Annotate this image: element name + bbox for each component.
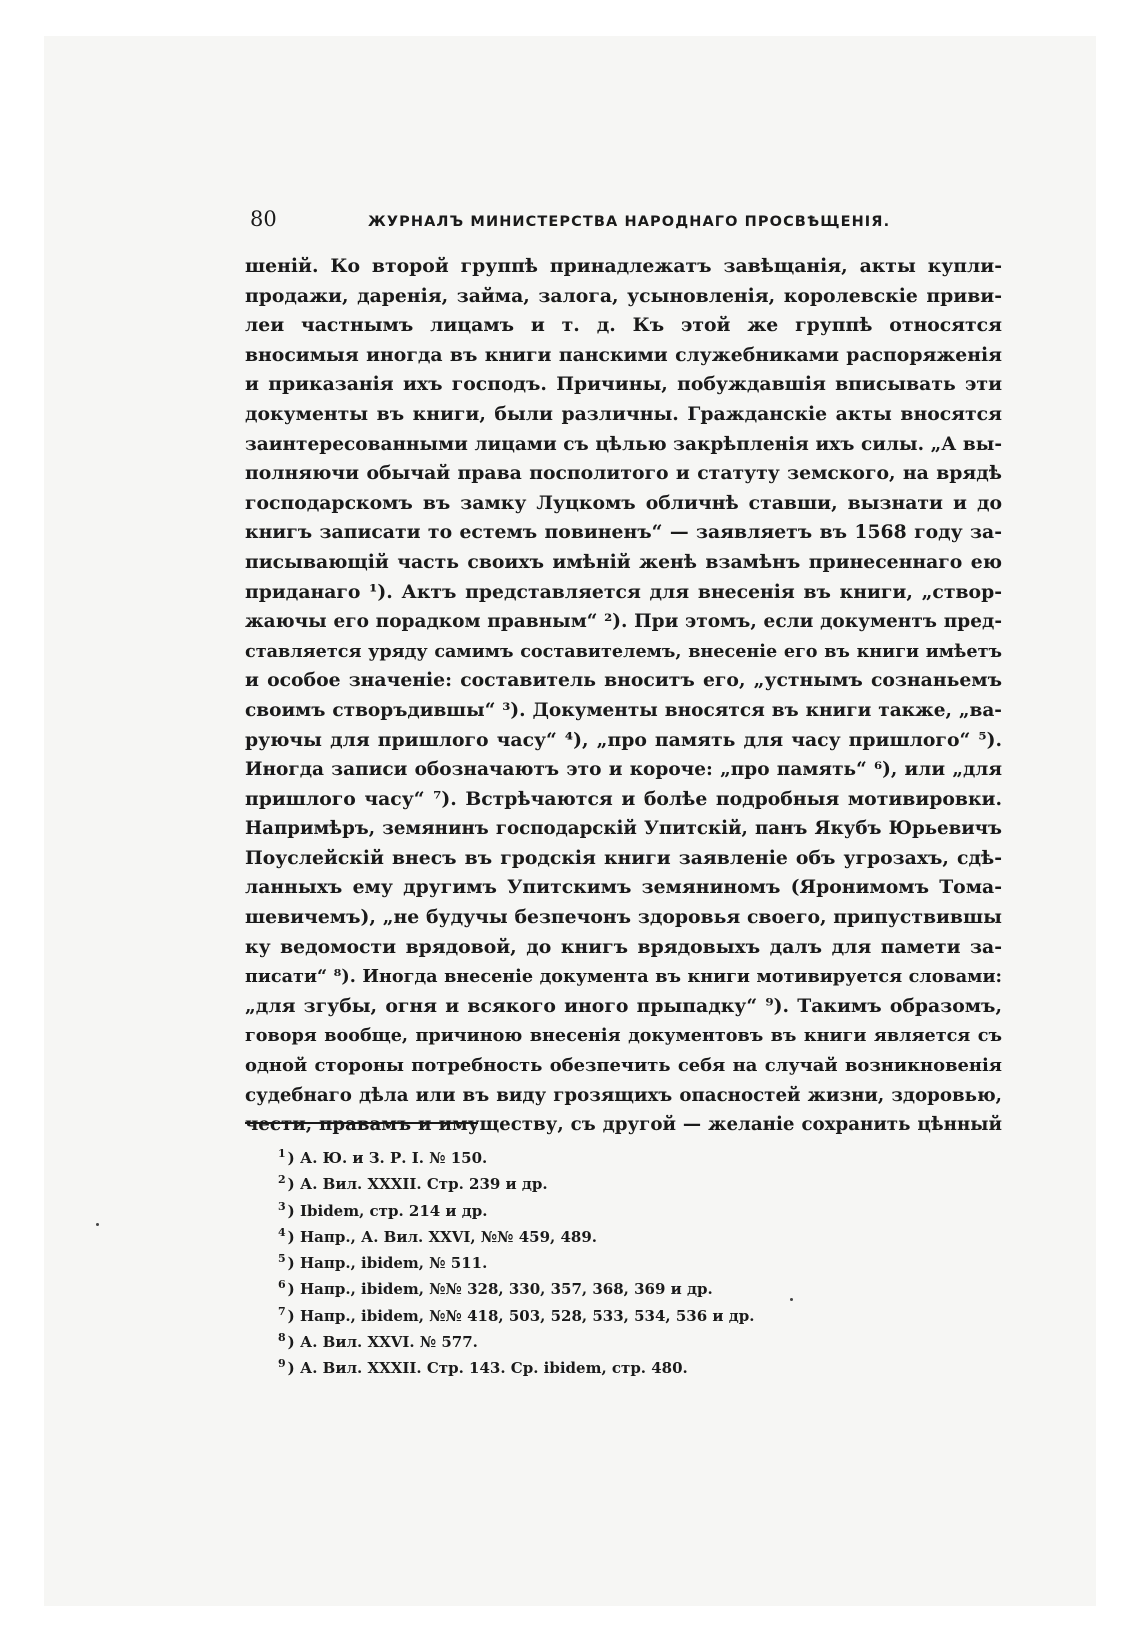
footnote-paren: ) (287, 1280, 300, 1299)
footnote-text: Напр., А. Вил. XXVI, №№ 459, 489. (299, 1227, 597, 1246)
running-title: ЖУРНАЛЪ МИНИСТЕРСТВА НАРОДНАГО ПРОСВѢЩЕНІЯ. (368, 214, 891, 230)
body-line: писати“ ⁸). Иногда внесеніе документа въ книги мотивируется словами: (245, 966, 1002, 988)
body-line: жаючы его порадком правным“ ²). При этомъ, если документъ пред- (245, 611, 1002, 633)
body-line: полняючи обычай права посполитого и статуту земского, на врядѣ (245, 462, 1002, 485)
footnote-divider (245, 1122, 478, 1124)
body-line: приданаго ¹). Актъ представляется для внесенія въ книги, „створ- (245, 580, 1002, 603)
footnote-mark: 4 (278, 1225, 286, 1239)
footnote-text: А. Ю. и З. Р. I. № 150. (299, 1149, 488, 1167)
body-line: одной стороны потребность обезпечить себя на случай возникновенія (245, 1055, 1002, 1077)
body-line: вносимыя иногда въ книги панскими служебниками распоряженія (245, 343, 1002, 366)
footnote-text: Напр., ibidem, №№ 418, 503, 528, 533, 534, 536 и др. (299, 1306, 755, 1325)
body-line: судебнаго дѣла или въ виду грозящихъ опасностей жизни, здоровью, (245, 1084, 1002, 1106)
footnote-paren: ) (287, 1175, 300, 1194)
footnote-text: А. Вил. XXXII. Стр. 143. Ср. ibidem, стр. 480. (299, 1359, 688, 1378)
body-line: и особое значеніе: составитель вноситъ его, „устнымъ сознаньемъ (245, 669, 1002, 692)
body-line: господарскомъ въ замку Луцкомъ обличнѣ ставши, вызнати и до (245, 491, 1002, 514)
page-number: 80 (250, 207, 277, 231)
body-line: пришлого часу“ ⁷). Встрѣчаются и болѣе подробныя мотивировки. (245, 787, 1002, 810)
footnote-mark: 8 (278, 1331, 286, 1345)
footnote (278, 1325, 838, 1351)
footnote-paren: ) (287, 1149, 300, 1167)
body-line: шеній. Ко второй группѣ принадлежатъ завѣщанія, акты купли- (245, 255, 1002, 277)
body-line: леи частнымъ лицамъ и т. д. Къ этой же группѣ относятся (245, 314, 1002, 337)
footnote-paren: ) (287, 1227, 300, 1246)
footnote-paren: ) (287, 1359, 300, 1378)
footnote (278, 1167, 838, 1193)
footnote-text: А. Вил. XXVI. № 577. (299, 1333, 478, 1352)
footnote (278, 1220, 838, 1246)
body-line: шевичемъ), „не будучы безпечонъ здоровья своего, припуствившы (245, 906, 1002, 929)
footnote-text: Напр., ibidem, №№ 328, 330, 357, 368, 369 и др. (299, 1280, 713, 1299)
body-line: чести, правамъ и имуществу, съ другой — желаніе сохранить цѣнный (245, 1114, 1002, 1136)
footnote-mark: 9 (278, 1357, 286, 1371)
body-line: своимъ створъдившы“ ³). Документы вносятся въ книги также, „ва- (245, 699, 1002, 721)
footnote-mark: 1 (278, 1147, 286, 1160)
footnote (278, 1272, 838, 1298)
body-line: заинтересованными лицами съ цѣлью закрѣпленія ихъ силы. „А вы- (245, 433, 1002, 455)
body-line: продажи, даренія, займа, залога, усыновленія, королевскіе приви- (245, 284, 1002, 307)
body-text (245, 252, 1002, 1140)
body-line: Напримѣръ, земянинъ господарскій Упитскій, панъ Якубъ Юрьевичъ (245, 818, 1002, 840)
footnote-mark: 7 (278, 1304, 286, 1318)
body-line: ставляется уряду самимъ составителемъ, внесеніе его въ книги имѣетъ (245, 640, 1002, 662)
footnote-text: А. Вил. XXXII. Стр. 239 и др. (299, 1175, 548, 1194)
body-line: Иногда записи обозначаютъ это и короче: „про память“ ⁶), или „для (245, 759, 1002, 781)
footnote (278, 1351, 838, 1377)
footnote-paren: ) (287, 1201, 300, 1220)
body-line: руючы для пришлого часу“ ⁴), „про память для часу пришлого“ ⁵). (245, 728, 1002, 751)
footnote (278, 1299, 838, 1325)
footnote (278, 1141, 838, 1167)
body-line: ку ведомости врядовой, до книгъ врядовыхъ далъ для памети за- (245, 935, 1002, 958)
footnote-paren: ) (287, 1333, 300, 1352)
page-header (250, 207, 1000, 231)
body-line: документы въ книги, были различны. Гражданскіе акты вносятся (245, 402, 1002, 425)
footnote-text: Напр., ibidem, № 511. (299, 1254, 488, 1273)
scan-speck (790, 1298, 793, 1301)
footnote-paren: ) (287, 1254, 300, 1273)
body-line: ланныхъ ему другимъ Упитскимъ земяниномъ (Яронимомъ Тома- (245, 876, 1002, 899)
footnote-mark: 5 (278, 1252, 286, 1266)
body-line: „для згубы, огня и всякого иного прыпадку“ ⁹). Такимъ образомъ, (245, 994, 1002, 1017)
footnote-text: Ibidem, стр. 214 и др. (299, 1201, 488, 1220)
footnote-paren: ) (287, 1306, 300, 1325)
footnote-mark: 2 (278, 1173, 286, 1187)
body-line: говоря вообще, причиною внесенія документовъ въ книги является съ (245, 1025, 1002, 1047)
body-line: Поуслейскій внесъ въ гродскія книги заявленіе объ угрозахъ, сдѣ- (245, 846, 1002, 869)
footnote-mark: 6 (278, 1278, 286, 1292)
footnote (278, 1194, 838, 1220)
footnotes (278, 1141, 838, 1378)
footnote (278, 1246, 838, 1272)
body-line: книгъ записати то естемъ повиненъ“ — заявляетъ въ 1568 году за- (245, 521, 1002, 544)
body-line: и приказанія ихъ господъ. Причины, побуждавшія вписывать эти (245, 373, 1002, 396)
footnote-mark: 3 (278, 1199, 286, 1213)
scan-speck (96, 1223, 99, 1226)
body-line: писывающій часть своихъ имѣній женѣ взамѣнъ принесеннаго ею (245, 550, 1002, 573)
